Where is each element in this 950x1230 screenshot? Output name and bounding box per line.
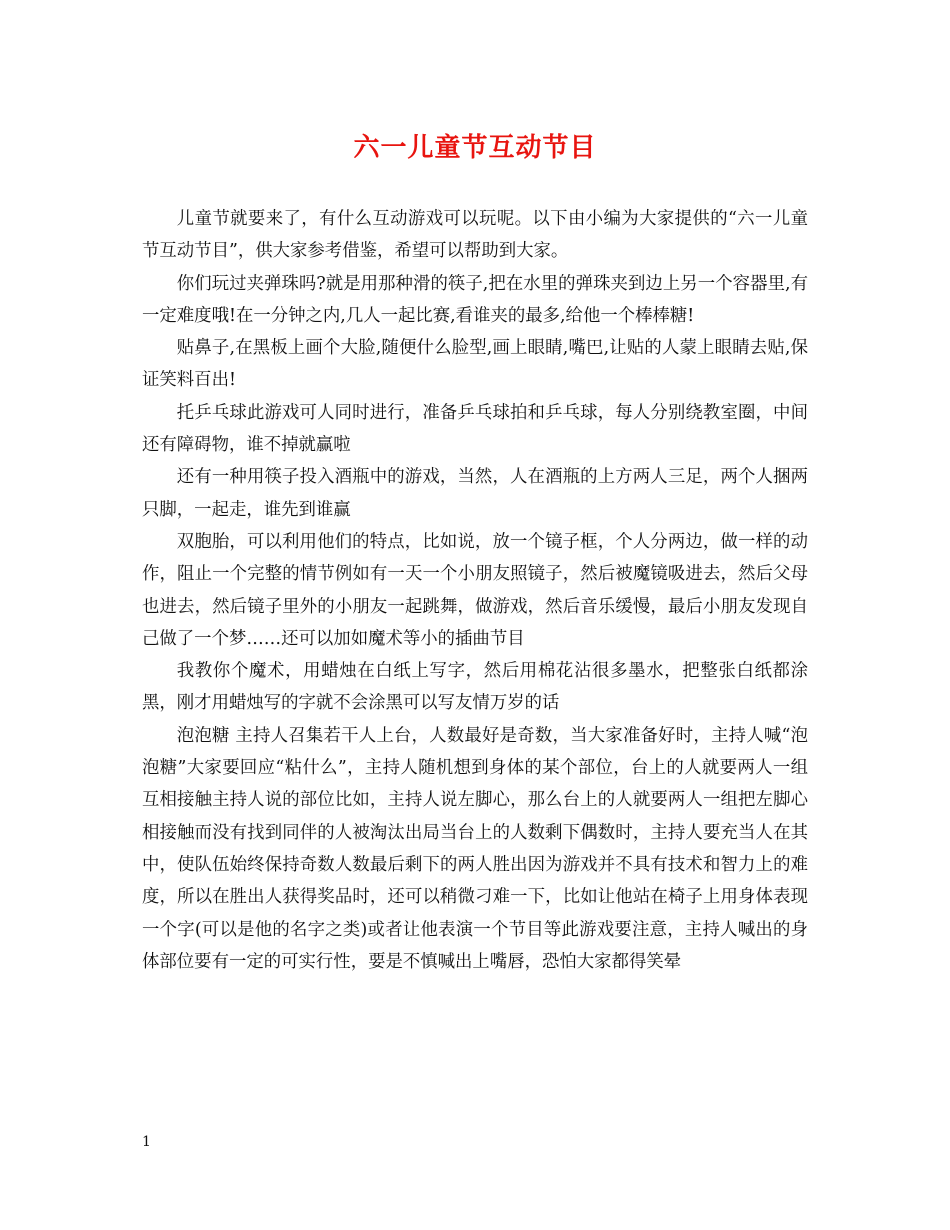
document-title: 六一儿童节互动节目: [353, 133, 597, 163]
paragraph-marbles: 你们玩过夹弹珠吗?就是用那种滑的筷子,把在水里的弹珠夹到边上另一个容器里,有一定难度哦!在一分钟之内,几人一起比赛,看谁夹的最多,给他一个棒棒糖!: [142, 273, 808, 326]
page-number: 1: [142, 1134, 151, 1150]
paragraph-chopsticks: 还有一种用筷子投入酒瓶中的游戏，当然，人在酒瓶的上方两人三足，两个人捆两只脚，一起走，谁先到谁赢: [142, 467, 808, 520]
paragraph-nose: 贴鼻子,在黑板上画个大脸,随便什么脸型,画上眼睛,嘴巴,让贴的人蒙上眼睛去贴,保证笑料百出!: [142, 338, 808, 391]
paragraph-twins: 双胞胎，可以利用他们的特点，比如说，放一个镜子框，个人分两边，做一样的动作，阻止一个完整的情节例如有一天一个小朋友照镜子，然后被魔镜吸进去，然后父母也进去，然后镜子里外的小朋友一起跳舞，做游戏，然后音乐缓慢，最后小朋友发现自己做了一个梦……还可以加如魔术等小的插曲节目: [142, 531, 808, 649]
document-body: [142, 203, 808, 978]
paragraph-magic: 我教你个魔术，用蜡烛在白纸上写字，然后用棉花沾很多墨水，把整张白纸都涂黑，刚才用蜡烛写的字就不会涂黑可以写友情万岁的话: [142, 661, 808, 714]
paragraph-intro: 儿童节就要来了，有什么互动游戏可以玩呢。以下由小编为大家提供的“六一儿童节互动节目”，供大家参考借鉴，希望可以帮助到大家。: [142, 209, 808, 262]
paragraph-ping-pong: 托乒乓球此游戏可人同时进行，准备乒乓球拍和乒乓球，每人分别绕教室圈，中间还有障碍物，谁不掉就赢啦: [142, 402, 808, 456]
paragraph-bubble-gum: 泡泡糖 主持人召集若干人上台，人数最好是奇数，当大家准备好时，主持人喊“泡泡糖”大家要回应“粘什么”，主持人随机想到身体的某个部位，台上的人就要两人一组互相接触主持人说的部位比如，主持人说左脚心，那么台上的人就要两人一组把左脚心相接触而没有找到同伴的人被淘汰出局当台上的人数剩下偶数时，主持人要充当人在其中，使队伍始终保持奇数人数最后剩下的两人胜出因为游戏并不具有技术和智力上的难度，所以在胜出人获得奖品时，还可以稍微刁难一下，比如让他站在椅子上用身体表现一个字(可以是他的名字之类)或者让他表演一个节目等此游戏要注意，主持人喊出的身体部位要有一定的可实行性，要是不慎喊出上嘴唇，恐怕大家都得笑晕: [142, 725, 808, 972]
